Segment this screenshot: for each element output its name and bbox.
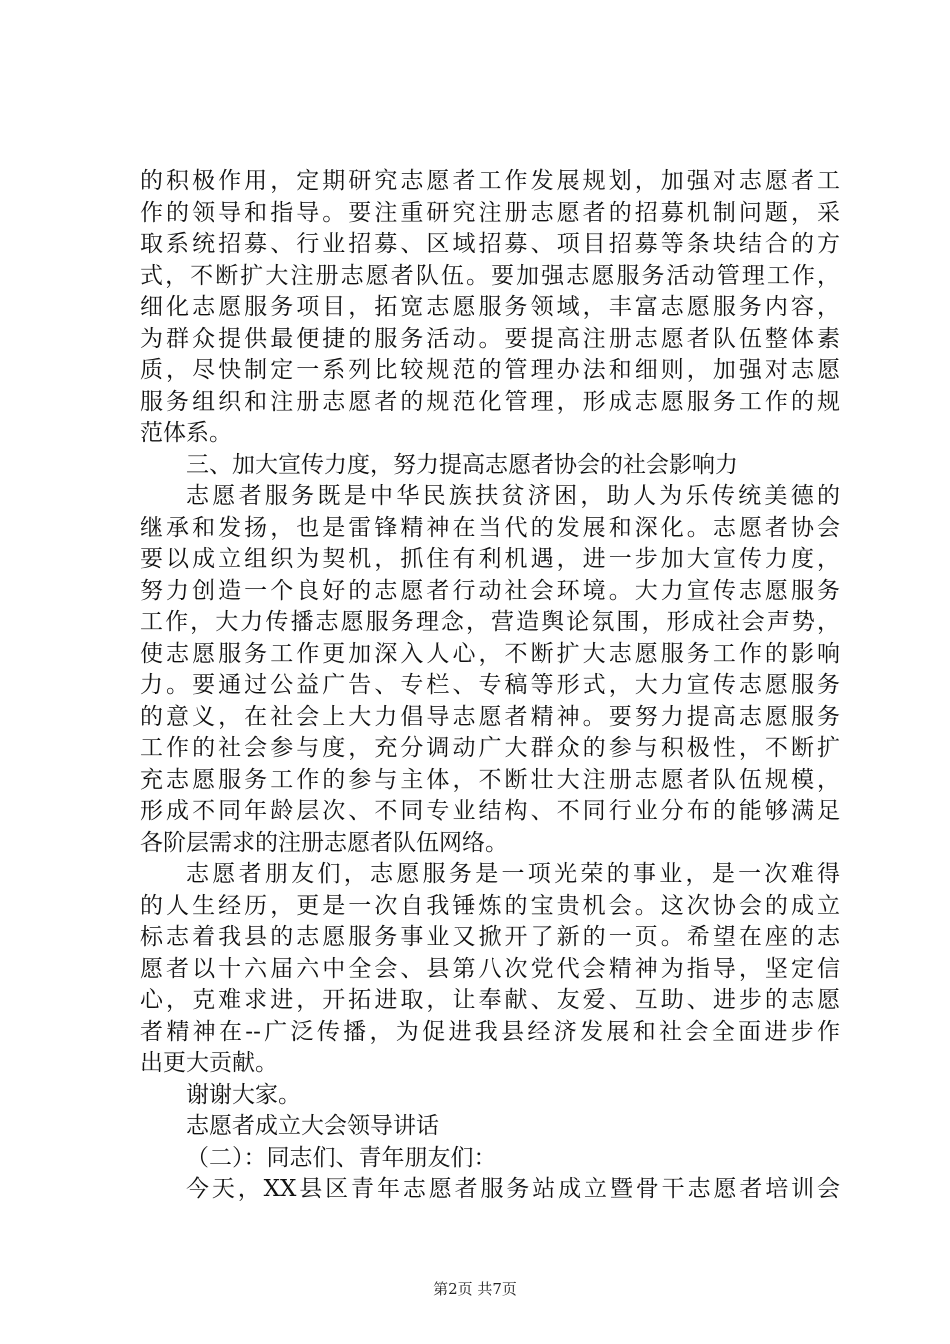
text-line: 努力创造一个良好的志愿者行动社会环境。大力宣传志愿服务 (140, 577, 840, 604)
text-line: 愿者以十六届六中全会、县第八次党代会精神为指导，坚定信 (140, 955, 840, 982)
text-line: 力。要通过公益广告、专栏、专稿等形式，大力宣传志愿服务 (140, 672, 840, 698)
text-line: 标志着我县的志愿服务事业又掀开了新的一页。希望在座的志 (140, 924, 840, 950)
text-line: 继承和发扬，也是雷锋精神在当代的发展和深化。志愿者协会 (140, 514, 840, 541)
document-body (140, 166, 840, 1206)
text-line: 的意义，在社会上大力倡导志愿者精神。要努力提高志愿服务 (140, 703, 840, 730)
text-line: 使志愿服务工作更加深入人心，不断扩大志愿服务工作的影响 (140, 640, 840, 667)
text-line: 的积极作用，定期研究志愿者工作发展规划，加强对志愿者工 (140, 168, 840, 194)
text-line: 形成不同年龄层次、不同专业结构、不同行业分布的能够满足 (140, 798, 840, 824)
text-line: 工作，大力传播志愿服务理念，营造舆论氛围，形成社会声势， (140, 609, 840, 635)
section-heading: 三、加大宣传力度，努力提高志愿者协会的社会影响力 (186, 451, 738, 478)
text-line: 取系统招募、行业招募、区域招募、项目招募等条块结合的方 (140, 231, 840, 257)
text-line: 质，尽快制定一系列比较规范的管理办法和细则，加强对志愿 (140, 357, 840, 383)
text-line: 范体系。 (140, 420, 232, 446)
text-line: 者精神在--广泛传播，为促进我县经济发展和社会全面进步作 (140, 1018, 840, 1045)
text-line: 心，克难求进，开拓进取，让奉献、友爱、互助、进步的志愿 (140, 987, 840, 1013)
text-line: 的人生经历，更是一次自我锤炼的宝贵机会。这次协会的成立 (140, 892, 840, 919)
text-line: 出更大贡献。 (140, 1050, 278, 1076)
text-line: 志愿者服务既是中华民族扶贫济困，助人为乐传统美德的 (186, 483, 840, 509)
page-number: 第2页 共7页 (433, 1280, 517, 1298)
text-line: （二）：同志们、青年朋友们： (186, 1144, 497, 1171)
text-line: 志愿者朋友们，志愿服务是一项光荣的事业，是一次难得 (186, 861, 840, 887)
text-line: 谢谢大家。 (186, 1081, 301, 1108)
subtitle-line: 志愿者成立大会领导讲话 (186, 1113, 439, 1139)
text-line: 要以成立组织为契机，抓住有利机遇，进一步加大宣传力度， (140, 546, 840, 572)
text-line: 作的领导和指导。要注重研究注册志愿者的招募机制问题，采 (140, 199, 840, 226)
text-line: 充志愿服务工作的参与主体，不断壮大注册志愿者队伍规模， (140, 766, 840, 793)
text-line: 今天，XX县区青年志愿者服务站成立暨骨干志愿者培训会 (186, 1176, 840, 1202)
text-line: 细化志愿服务项目，拓宽志愿服务领域，丰富志愿服务内容， (140, 294, 840, 320)
text-line: 为群众提供最便捷的服务活动。要提高注册志愿者队伍整体素 (140, 325, 840, 352)
text-line: 式，不断扩大注册志愿者队伍。要加强志愿服务活动管理工作， (140, 262, 840, 289)
text-line: 服务组织和注册志愿者的规范化管理，形成志愿服务工作的规 (140, 388, 840, 415)
text-line: 各阶层需求的注册志愿者队伍网络。 (140, 829, 508, 856)
text-line: 工作的社会参与度，充分调动广大群众的参与积极性，不断扩 (140, 735, 840, 761)
